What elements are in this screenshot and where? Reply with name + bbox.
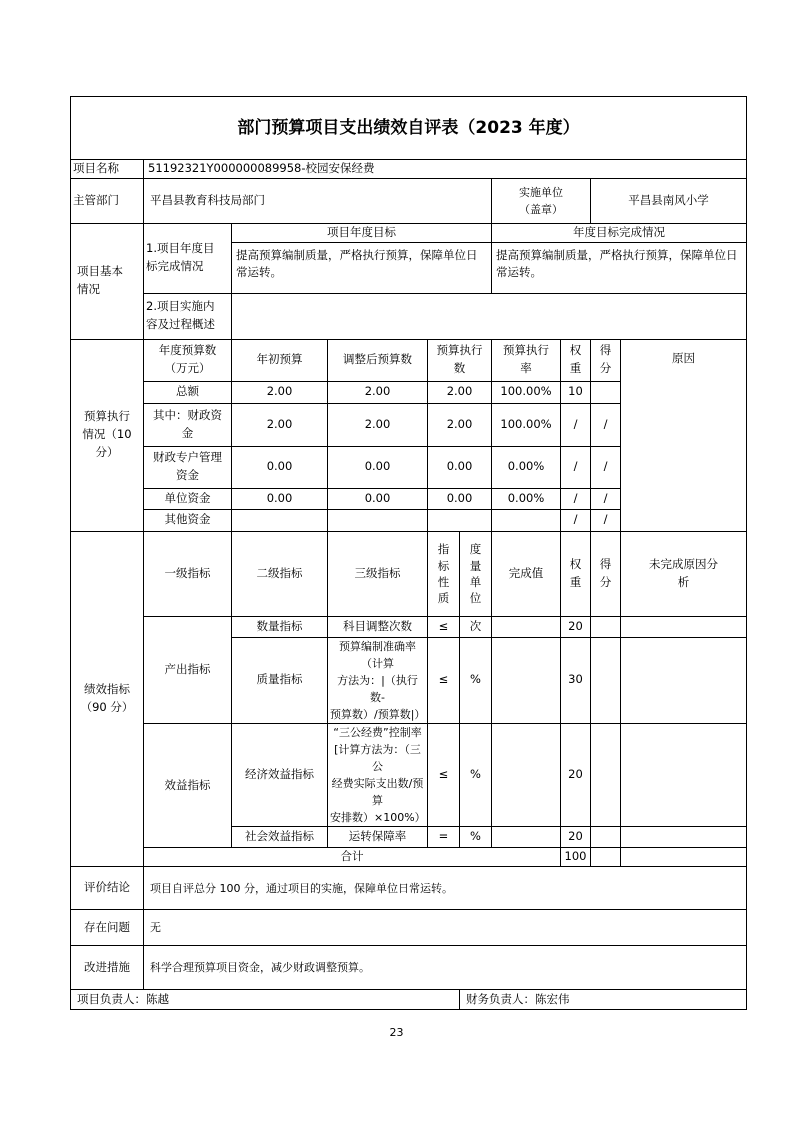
budget-row-executed: 2.00 — [428, 381, 492, 403]
goal-completion-label: 1.项目年度目 标完成情况 — [144, 223, 232, 293]
perf-row-score — [591, 723, 621, 826]
budget-row-executed: 0.00 — [428, 446, 492, 488]
perf-row-value — [492, 827, 561, 848]
measures-label: 改进措施 — [71, 946, 144, 990]
perf-row-l2: 经济效益指标 — [232, 723, 328, 826]
budget-row-initial: 2.00 — [232, 381, 328, 403]
perf-row-l3: 预算编制准确率（计算 方法为：|（执行数- 预算数）/预算数|） — [328, 637, 428, 723]
page-number: 23 — [389, 1026, 404, 1039]
perf-row-l3: 运转保障率 — [328, 827, 428, 848]
perf-row-weight: 20 — [561, 723, 591, 826]
budget-header-weight: 权 重 — [561, 339, 591, 381]
annual-goal-header: 项目年度目标 — [232, 223, 492, 242]
perf-row-unit: % — [460, 827, 492, 848]
perf-row-reason — [621, 723, 747, 826]
budget-row-weight: / — [561, 446, 591, 488]
budget-row-score: / — [591, 446, 621, 488]
perf-row-score — [591, 827, 621, 848]
perf-row-value — [492, 616, 561, 637]
budget-row-adjusted: 0.00 — [328, 446, 428, 488]
annual-goal-text: 提高预算编制质量，严格执行预算，保障单位日常运转。 — [232, 242, 492, 293]
budget-row-rate: 100.00% — [492, 381, 561, 403]
perf-row-l2: 数量指标 — [232, 616, 328, 637]
conclusion-text: 项目自评总分 100 分，通过项目的实施，保障单位日常运转。 — [144, 867, 747, 910]
total-label: 合计 — [144, 848, 561, 867]
budget-row-initial: 0.00 — [232, 488, 328, 509]
budget-row-score: / — [591, 509, 621, 531]
budget-row-rate: 0.00% — [492, 446, 561, 488]
implementation-text — [232, 293, 747, 339]
total-score — [591, 848, 621, 867]
budget-row-score: / — [591, 403, 621, 446]
budget-row-initial: 2.00 — [232, 403, 328, 446]
perf-row-nature: ≤ — [428, 616, 460, 637]
budget-row-name: 总额 — [144, 381, 232, 403]
budget-row-adjusted: 0.00 — [328, 488, 428, 509]
budget-row-executed — [428, 509, 492, 531]
budget-row-weight: / — [561, 509, 591, 531]
perf-header-nature: 指 标 性 质 — [428, 531, 460, 616]
perf-row-l3: “三公经费”控制率 [计算方法为：（三公 经费实际支出数/预算 安排数）×100%） — [328, 723, 428, 826]
project-owner: 项目负责人：陈越 — [71, 990, 460, 1010]
conclusion-label: 评价结论 — [71, 867, 144, 910]
perf-row-weight: 30 — [561, 637, 591, 723]
measures-text: 科学合理预算项目资金，减少财政调整预算。 — [144, 946, 747, 990]
budget-row-executed: 2.00 — [428, 403, 492, 446]
budget-header-score: 得 分 — [591, 339, 621, 381]
perf-row-l2: 社会效益指标 — [232, 827, 328, 848]
budget-row-name: 财政专户管理 资金 — [144, 446, 232, 488]
total-reason — [621, 848, 747, 867]
perf-row-reason — [621, 637, 747, 723]
issues-label: 存在问题 — [71, 910, 144, 946]
implementation-label: 2.项目实施内 容及过程概述 — [144, 293, 232, 339]
budget-row-weight: / — [561, 488, 591, 509]
budget-header-adjusted: 调整后预算数 — [328, 339, 428, 381]
budget-row-rate — [492, 509, 561, 531]
project-name-label: 项目名称 — [71, 160, 144, 179]
budget-row-name: 其中：财政资 金 — [144, 403, 232, 446]
perf-header-l2: 二级指标 — [232, 531, 328, 616]
perf-row-unit: % — [460, 723, 492, 826]
budget-header-initial: 年初预算 — [232, 339, 328, 381]
perf-row-score — [591, 637, 621, 723]
budget-header-reason: 原因 — [621, 339, 747, 531]
self-evaluation-table — [70, 96, 747, 1010]
table-row — [71, 723, 747, 826]
table-row — [71, 616, 747, 637]
perf-row-value — [492, 637, 561, 723]
perf-row-unit: % — [460, 637, 492, 723]
budget-row-executed: 0.00 — [428, 488, 492, 509]
perf-header-reason: 未完成原因分 析 — [621, 531, 747, 616]
project-name-value: 51192321Y000000089958-校园安保经费 — [144, 160, 747, 179]
budget-row-adjusted — [328, 509, 428, 531]
goal-completion-header: 年度目标完成情况 — [492, 223, 747, 242]
perf-header-l1: 一级指标 — [144, 531, 232, 616]
perf-header-score: 得 分 — [591, 531, 621, 616]
budget-row-name: 其他资金 — [144, 509, 232, 531]
perf-row-value — [492, 723, 561, 826]
perf-header-l3: 三级指标 — [328, 531, 428, 616]
perf-row-score — [591, 616, 621, 637]
page-title: 部门预算项目支出绩效自评表（2023 年度） — [71, 97, 747, 160]
finance-owner: 财务负责人：陈宏伟 — [460, 990, 747, 1010]
budget-row-name: 单位资金 — [144, 488, 232, 509]
output-indicator-label: 产出指标 — [144, 616, 232, 723]
perf-row-l2: 质量指标 — [232, 637, 328, 723]
budget-row-adjusted: 2.00 — [328, 381, 428, 403]
perf-indicator-label: 绩效指标 （90 分） — [71, 531, 144, 867]
perf-row-nature: ≤ — [428, 723, 460, 826]
budget-row-weight: 10 — [561, 381, 591, 403]
budget-row-initial — [232, 509, 328, 531]
basic-info-label: 项目基本 情况 — [71, 223, 144, 339]
budget-row-rate: 0.00% — [492, 488, 561, 509]
budget-row-rate: 100.00% — [492, 403, 561, 446]
budget-row-weight: / — [561, 403, 591, 446]
perf-row-weight: 20 — [561, 616, 591, 637]
perf-row-unit: 次 — [460, 616, 492, 637]
dept-value: 平昌县教育科技局部门 — [144, 178, 492, 223]
budget-header-annual: 年度预算数 （万元） — [144, 339, 232, 381]
perf-row-l3: 科目调整次数 — [328, 616, 428, 637]
dept-label: 主管部门 — [71, 178, 144, 223]
unit-value: 平昌县南风小学 — [591, 178, 747, 223]
budget-header-rate: 预算执行 率 — [492, 339, 561, 381]
perf-row-nature: ≤ — [428, 637, 460, 723]
perf-row-reason — [621, 827, 747, 848]
goal-completion-text: 提高预算编制质量，严格执行预算，保障单位日常运转。 — [492, 242, 747, 293]
budget-row-adjusted: 2.00 — [328, 403, 428, 446]
benefit-indicator-label: 效益指标 — [144, 723, 232, 847]
budget-row-score: / — [591, 488, 621, 509]
unit-label: 实施单位 （盖章） — [492, 178, 591, 223]
budget-header-executed: 预算执行 数 — [428, 339, 492, 381]
budget-row-initial: 0.00 — [232, 446, 328, 488]
issues-text: 无 — [144, 910, 747, 946]
budget-exec-label: 预算执行 情况（10 分） — [71, 339, 144, 531]
perf-row-nature: = — [428, 827, 460, 848]
perf-header-weight: 权 重 — [561, 531, 591, 616]
total-weight: 100 — [561, 848, 591, 867]
perf-row-reason — [621, 616, 747, 637]
perf-header-unit: 度 量 单 位 — [460, 531, 492, 616]
budget-row-score — [591, 381, 621, 403]
perf-header-value: 完成值 — [492, 531, 561, 616]
perf-row-weight: 20 — [561, 827, 591, 848]
